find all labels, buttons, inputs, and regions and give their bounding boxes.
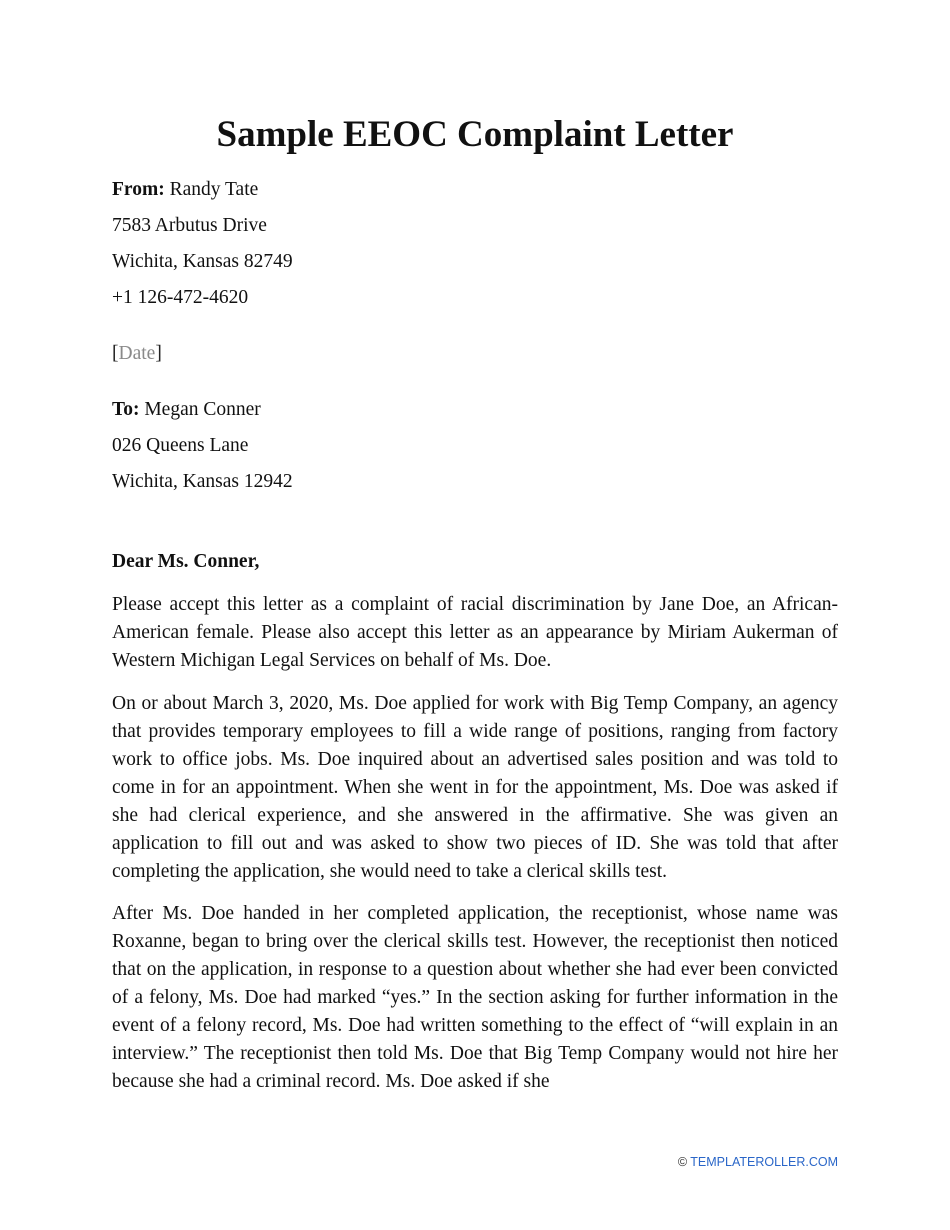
date-field[interactable] — [112, 340, 162, 368]
paragraph-3: After Ms. Doe handed in her completed application, the receptionist, whose name was Roxanne, began to bring over the clerical skills test. However, the receptionist then noticed that on the application, in response to a question about whether she had ever been convicted of a felony, Ms. Doe had marked “yes.” In the section asking for further information in the event of a felony record, Ms. Doe had written something to the effect of “will explain in an interview.” The receptionist then told Ms. Doe that Big Temp Company would not hire her because she had a criminal record. Ms. Doe asked if she — [112, 903, 838, 1092]
copyright-symbol: © — [677, 1155, 688, 1169]
sender-phone: +1 126-472-4620 — [112, 287, 249, 308]
from-label: From: — [112, 179, 165, 200]
to-label: To: — [112, 399, 140, 420]
sender-address-line2: Wichita, Kansas 82749 — [112, 251, 293, 272]
salutation: Dear Ms. Conner, — [112, 551, 260, 572]
templateroller-link[interactable]: TEMPLATEROLLER.COM — [690, 1155, 838, 1169]
sender-name: Randy Tate — [169, 179, 259, 200]
date-open-bracket: [ — [112, 343, 119, 364]
footer-credit — [678, 1154, 838, 1170]
sender-address-line1: 7583 Arbutus Drive — [112, 215, 267, 236]
date-close-bracket: ] — [155, 343, 162, 364]
sender-name-line — [112, 176, 258, 204]
paragraph-1: Please accept this letter as a complaint of racial discrimination by Jane Doe, an African-American female. Please also accept this letter as an appearance by Miriam Aukerman of Western Michigan Legal Services on behalf of Ms. Doe. — [112, 594, 838, 671]
document-title: Sample EEOC Complaint Letter — [216, 114, 734, 155]
date-placeholder: Date — [118, 343, 156, 364]
recipient-name: Megan Conner — [144, 399, 261, 420]
recipient-address-line2: Wichita, Kansas 12942 — [112, 471, 293, 492]
paragraph-2: On or about March 3, 2020, Ms. Doe applied for work with Big Temp Company, an agency that provides temporary employees to fill a wide range of positions, ranging from factory work to office jobs. Ms. Doe inquired about an advertised sales position and was told to come in for an appointment. When she went in for the appointment, Ms. Doe was asked if she had clerical experience, and she answered in the affirmative. She was given an application to fill out and was asked to show two pieces of ID. She was told that after completing the application, she would need to take a clerical skills test. — [112, 693, 838, 882]
recipient-address-line1: 026 Queens Lane — [112, 435, 249, 456]
recipient-name-line — [112, 396, 261, 424]
